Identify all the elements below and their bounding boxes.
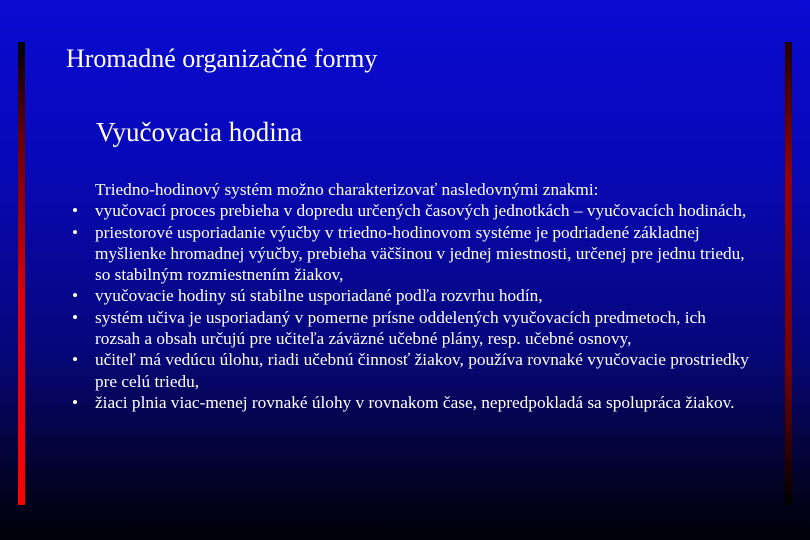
bullet-icon: •: [72, 286, 79, 306]
bullet-list: [72, 200, 752, 413]
list-item-text: žiaci plnia viac-menej rovnaké úlohy v rovnakom čase, nepredpokladá sa spolupráca žiakov.: [95, 392, 735, 412]
slide-body: [72, 179, 752, 413]
bullet-icon: •: [72, 350, 79, 370]
list-item: [72, 285, 752, 306]
bullet-icon: •: [72, 201, 79, 221]
list-item-text: systém učiva je usporiadaný v pomerne prísne oddelených vyučovacích predmetoch, ich rozsah a obsah určujú pre učiteľa záväzné učebné plány, resp. učebné osnovy,: [95, 307, 706, 349]
right-decorative-bar: [785, 42, 792, 505]
bullet-icon: •: [72, 222, 79, 242]
list-item: [72, 200, 752, 221]
list-item: [72, 349, 752, 392]
slide-title: Hromadné organizačné formy: [66, 44, 378, 73]
list-item: [72, 392, 752, 413]
list-item: [72, 307, 752, 350]
intro-text: Triedno-hodinový systém možno charakterizovať nasledovnými znakmi:: [95, 180, 599, 199]
slide-subtitle: Vyučovacia hodina: [96, 117, 303, 147]
list-item-text: učiteľ má vedúcu úlohu, riadi učebnú činnosť žiakov, používa rovnaké vyučovacie prostriedky pre celú triedu,: [95, 350, 749, 391]
list-item-text: priestorové usporiadanie výučby v triedno-hodinovom systéme je podriadené základnej myšlienke hromadnej výučby, prebieha väčšinou v jednej miestnosti, určenej pre jednu triedu, so stabilným rozmiestnením žiakov,: [95, 222, 745, 285]
list-item-text: vyučovacie hodiny sú stabilne usporiadané podľa rozvrhu hodín,: [95, 286, 543, 306]
list-item-text: vyučovací proces prebieha v dopredu určených časových jednotkách – vyučovacích hodinách,: [95, 201, 747, 221]
list-item: [72, 222, 752, 286]
bullet-icon: •: [72, 307, 79, 327]
bullet-icon: •: [72, 392, 79, 412]
left-decorative-bar: [18, 42, 25, 505]
